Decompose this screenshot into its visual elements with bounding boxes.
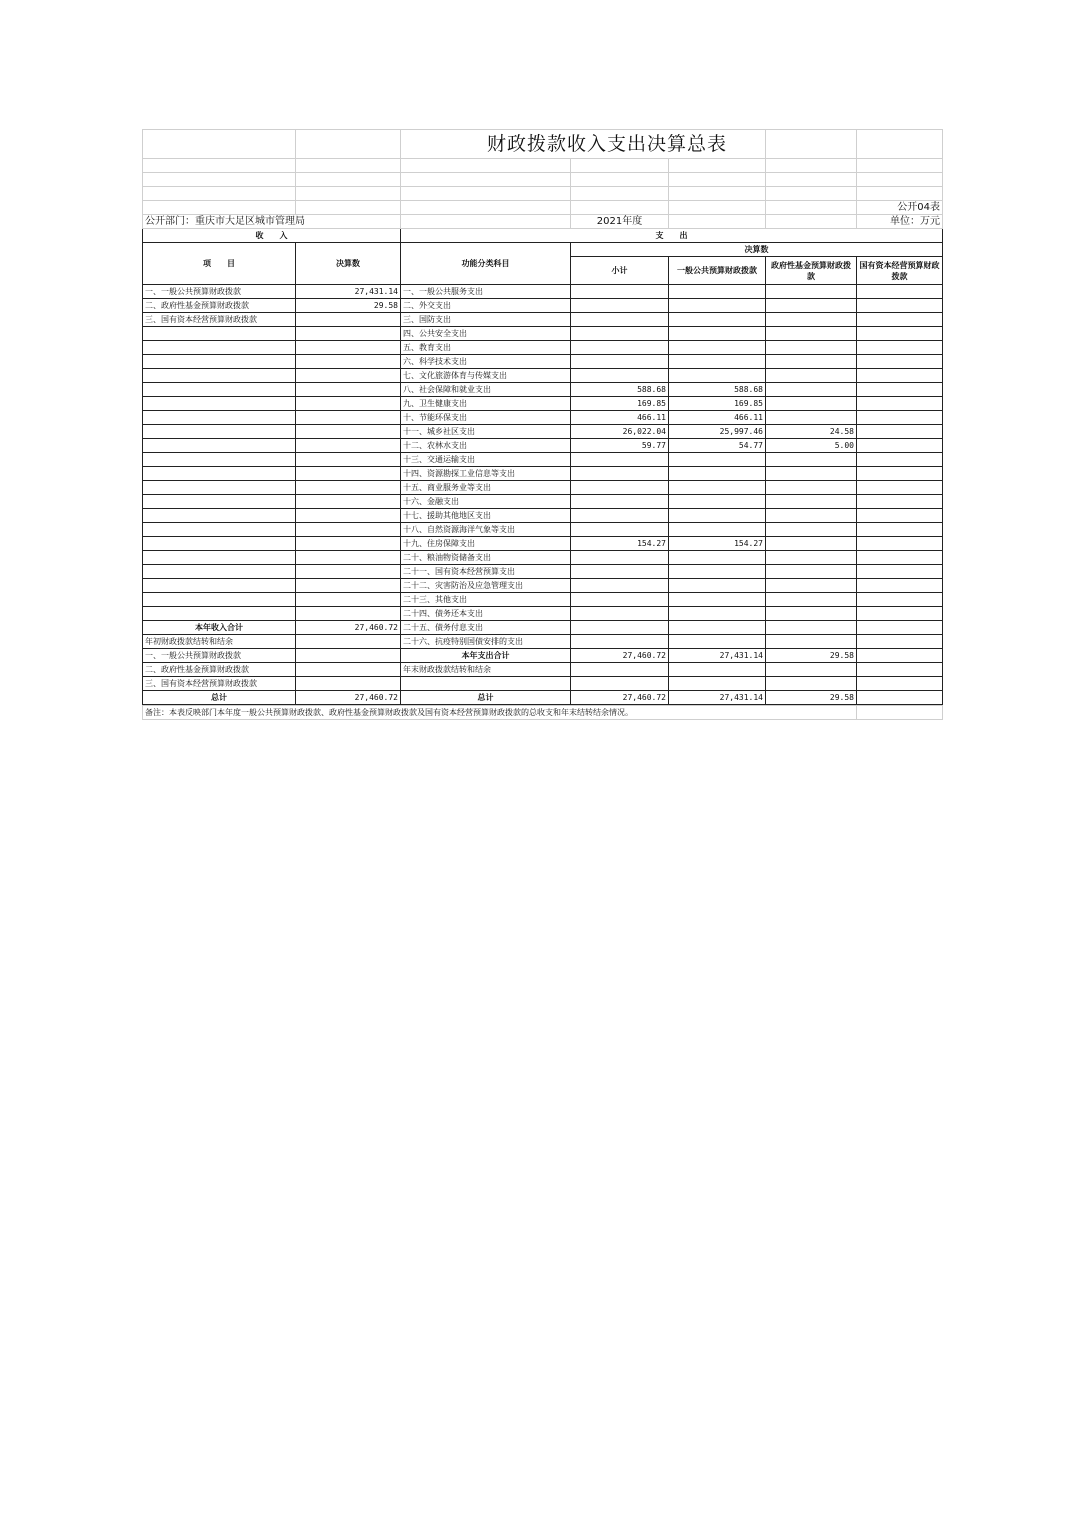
expense-fund-cell	[766, 327, 857, 341]
expense-subtotal-cell	[571, 341, 669, 355]
income-amount-cell	[296, 565, 401, 579]
income-item-cell: 二、政府性基金预算财政拨款	[143, 663, 296, 677]
form-code: 公开04表	[857, 201, 943, 215]
expense-function-cell: 本年支出合计	[401, 649, 571, 663]
department-label: 公开部门：重庆市大足区城市管理局	[143, 215, 401, 229]
expense-fund-cell	[766, 509, 857, 523]
expense-fund-cell	[766, 663, 857, 677]
expense-soe-cell	[857, 411, 943, 425]
table-row	[143, 663, 943, 677]
expense-fund-cell	[766, 299, 857, 313]
expense-subtotal-cell	[571, 495, 669, 509]
expense-soe-cell	[857, 621, 943, 635]
report-table	[142, 129, 943, 705]
expense-function-cell: 十、节能环保支出	[401, 411, 571, 425]
income-item-cell	[143, 523, 296, 537]
income-amount-cell	[296, 635, 401, 649]
expense-function-cell: 十九、住房保障支出	[401, 537, 571, 551]
income-amount-cell	[296, 453, 401, 467]
expense-soe-cell	[857, 537, 943, 551]
income-amount-cell: 27,460.72	[296, 691, 401, 705]
expense-general-cell	[669, 285, 766, 299]
expense-fund-cell	[766, 677, 857, 691]
soe-budget-header: 国有资本经营预算财政拨款	[857, 257, 943, 285]
income-amount-cell	[296, 509, 401, 523]
expense-general-cell	[669, 509, 766, 523]
expense-general-cell: 54.77	[669, 439, 766, 453]
expense-fund-cell	[766, 383, 857, 397]
expense-subtotal-cell	[571, 635, 669, 649]
final-amount-group-header: 决算数	[571, 243, 943, 257]
income-amount-cell	[296, 383, 401, 397]
fund-budget-header: 政府性基金预算财政拨款	[766, 257, 857, 285]
income-amount-cell: 27,460.72	[296, 621, 401, 635]
expense-subtotal-cell: 59.77	[571, 439, 669, 453]
table-row	[143, 355, 943, 369]
expense-soe-cell	[857, 313, 943, 327]
income-item-cell	[143, 565, 296, 579]
expense-subtotal-cell	[571, 663, 669, 677]
note-table	[142, 705, 943, 720]
expense-soe-cell	[857, 635, 943, 649]
table-row	[143, 397, 943, 411]
expense-subtotal-cell	[571, 327, 669, 341]
expense-function-cell: 二十四、债务还本支出	[401, 607, 571, 621]
expense-subtotal-cell	[571, 285, 669, 299]
income-item-cell	[143, 579, 296, 593]
income-item-cell: 三、国有资本经营预算财政拨款	[143, 313, 296, 327]
expense-function-cell: 十一、城乡社区支出	[401, 425, 571, 439]
expense-soe-cell	[857, 663, 943, 677]
table-row	[143, 677, 943, 691]
income-item-cell	[143, 327, 296, 341]
income-amount-cell	[296, 593, 401, 607]
expense-soe-cell	[857, 453, 943, 467]
expense-subtotal-cell: 466.11	[571, 411, 669, 425]
table-row	[143, 285, 943, 299]
expense-general-cell	[669, 579, 766, 593]
income-amount-cell: 27,431.14	[296, 285, 401, 299]
expense-fund-cell	[766, 341, 857, 355]
expense-function-cell: 八、社会保障和就业支出	[401, 383, 571, 397]
table-row	[143, 341, 943, 355]
expense-fund-cell: 29.58	[766, 649, 857, 663]
expense-soe-cell	[857, 327, 943, 341]
income-amount-cell	[296, 341, 401, 355]
expense-function-cell: 三、国防支出	[401, 313, 571, 327]
expense-subtotal-cell: 27,460.72	[571, 691, 669, 705]
expense-soe-cell	[857, 677, 943, 691]
expense-general-cell	[669, 593, 766, 607]
table-row	[143, 439, 943, 453]
expense-subtotal-cell	[571, 677, 669, 691]
table-row	[143, 579, 943, 593]
expense-soe-cell	[857, 285, 943, 299]
expense-soe-cell	[857, 495, 943, 509]
income-item-cell	[143, 481, 296, 495]
income-header: 收 入	[143, 229, 401, 243]
income-amount-cell	[296, 369, 401, 383]
income-item-cell: 年初财政拨款结转和结余	[143, 635, 296, 649]
income-amount-cell	[296, 327, 401, 341]
expense-fund-cell	[766, 621, 857, 635]
table-row	[143, 649, 943, 663]
expense-fund-cell	[766, 453, 857, 467]
expense-general-cell	[669, 481, 766, 495]
expense-fund-cell	[766, 495, 857, 509]
expense-soe-cell	[857, 397, 943, 411]
expense-general-cell	[669, 677, 766, 691]
expense-soe-cell	[857, 299, 943, 313]
expense-general-cell	[669, 607, 766, 621]
expense-soe-cell	[857, 341, 943, 355]
expense-soe-cell	[857, 425, 943, 439]
expense-subtotal-cell	[571, 621, 669, 635]
expense-soe-cell	[857, 481, 943, 495]
expense-soe-cell	[857, 691, 943, 705]
expense-general-cell	[669, 495, 766, 509]
table-row	[143, 411, 943, 425]
income-item-cell	[143, 453, 296, 467]
expense-general-cell: 25,997.46	[669, 425, 766, 439]
expense-general-cell: 466.11	[669, 411, 766, 425]
function-header: 功能分类科目	[401, 243, 571, 285]
expense-function-cell: 十四、资源勘探工业信息等支出	[401, 467, 571, 481]
expense-fund-cell	[766, 593, 857, 607]
table-row	[143, 509, 943, 523]
expense-subtotal-cell	[571, 355, 669, 369]
expense-function-cell: 六、科学技术支出	[401, 355, 571, 369]
table-row	[143, 565, 943, 579]
income-item-cell	[143, 607, 296, 621]
expense-subtotal-cell: 26,022.04	[571, 425, 669, 439]
income-item-cell	[143, 369, 296, 383]
table-row	[143, 481, 943, 495]
income-item-cell	[143, 425, 296, 439]
expense-soe-cell	[857, 439, 943, 453]
expense-soe-cell	[857, 355, 943, 369]
expense-general-cell	[669, 327, 766, 341]
expense-fund-cell: 5.00	[766, 439, 857, 453]
expense-general-cell	[669, 369, 766, 383]
expense-subtotal-cell: 588.68	[571, 383, 669, 397]
expense-function-cell: 二十一、国有资本经营预算支出	[401, 565, 571, 579]
income-item-cell	[143, 537, 296, 551]
table-row	[143, 425, 943, 439]
table-row	[143, 537, 943, 551]
expense-general-cell	[669, 523, 766, 537]
income-item-cell: 本年收入合计	[143, 621, 296, 635]
expense-subtotal-cell	[571, 551, 669, 565]
expense-function-cell: 一、一般公共服务支出	[401, 285, 571, 299]
income-amount-cell	[296, 677, 401, 691]
table-row	[143, 551, 943, 565]
expense-subtotal-cell	[571, 579, 669, 593]
income-item-cell: 一、一般公共预算财政拨款	[143, 649, 296, 663]
general-budget-header: 一般公共预算财政拨款	[669, 257, 766, 285]
expense-fund-cell	[766, 369, 857, 383]
expense-function-cell: 二十二、灾害防治及应急管理支出	[401, 579, 571, 593]
expense-fund-cell: 24.58	[766, 425, 857, 439]
expense-function-cell: 二、外交支出	[401, 299, 571, 313]
income-amount-cell	[296, 523, 401, 537]
expense-function-cell: 二十三、其他支出	[401, 593, 571, 607]
expense-general-cell	[669, 313, 766, 327]
income-amount-cell	[296, 355, 401, 369]
expense-subtotal-cell: 169.85	[571, 397, 669, 411]
income-item-cell	[143, 411, 296, 425]
expense-soe-cell	[857, 383, 943, 397]
income-item-cell: 一、一般公共预算财政拨款	[143, 285, 296, 299]
expense-fund-cell	[766, 537, 857, 551]
table-row	[143, 607, 943, 621]
expense-general-cell: 27,431.14	[669, 649, 766, 663]
expense-function-cell: 十二、农林水支出	[401, 439, 571, 453]
income-amount-cell	[296, 607, 401, 621]
expense-fund-cell	[766, 355, 857, 369]
table-row	[143, 383, 943, 397]
expense-fund-cell	[766, 565, 857, 579]
income-item-cell	[143, 593, 296, 607]
income-item-cell: 三、国有资本经营预算财政拨款	[143, 677, 296, 691]
expense-function-cell: 十八、自然资源海洋气象等支出	[401, 523, 571, 537]
item-header: 项 目	[143, 243, 296, 285]
expense-fund-cell: 29.58	[766, 691, 857, 705]
expense-general-cell	[669, 341, 766, 355]
expense-function-cell: 二十五、债务付息支出	[401, 621, 571, 635]
table-row	[143, 635, 943, 649]
expense-subtotal-cell	[571, 523, 669, 537]
expense-soe-cell	[857, 607, 943, 621]
subtotal-header: 小计	[571, 257, 669, 285]
expense-fund-cell	[766, 397, 857, 411]
expense-fund-cell	[766, 411, 857, 425]
expense-general-cell: 169.85	[669, 397, 766, 411]
expense-subtotal-cell	[571, 607, 669, 621]
table-row	[143, 327, 943, 341]
income-amount-cell	[296, 481, 401, 495]
income-amount-cell	[296, 649, 401, 663]
income-item-cell	[143, 341, 296, 355]
expense-soe-cell	[857, 467, 943, 481]
expense-function-cell: 十五、商业服务业等支出	[401, 481, 571, 495]
income-item-cell: 二、政府性基金预算财政拨款	[143, 299, 296, 313]
expense-function-cell: 总计	[401, 691, 571, 705]
income-item-cell	[143, 509, 296, 523]
income-item-cell	[143, 439, 296, 453]
expense-subtotal-cell	[571, 299, 669, 313]
expense-general-cell	[669, 663, 766, 677]
income-item-cell	[143, 397, 296, 411]
income-amount-cell	[296, 467, 401, 481]
table-row	[143, 453, 943, 467]
expense-subtotal-cell	[571, 481, 669, 495]
expense-function-cell: 四、公共安全支出	[401, 327, 571, 341]
income-amount-cell	[296, 425, 401, 439]
table-row	[143, 369, 943, 383]
income-item-cell	[143, 355, 296, 369]
income-item-cell	[143, 551, 296, 565]
expense-general-cell	[669, 565, 766, 579]
expense-subtotal-cell: 154.27	[571, 537, 669, 551]
income-amount-cell: 29.58	[296, 299, 401, 313]
expense-fund-cell	[766, 467, 857, 481]
expense-general-cell	[669, 467, 766, 481]
income-amount-cell	[296, 397, 401, 411]
expense-general-cell	[669, 621, 766, 635]
expense-general-cell	[669, 551, 766, 565]
expense-function-cell: 九、卫生健康支出	[401, 397, 571, 411]
expense-fund-cell	[766, 313, 857, 327]
expense-soe-cell	[857, 523, 943, 537]
expense-function-cell: 十六、金融支出	[401, 495, 571, 509]
table-row	[143, 313, 943, 327]
income-item-cell	[143, 467, 296, 481]
expense-soe-cell	[857, 551, 943, 565]
expense-soe-cell	[857, 509, 943, 523]
income-item-cell: 总计	[143, 691, 296, 705]
table-row	[143, 593, 943, 607]
table-row	[143, 299, 943, 313]
income-item-cell	[143, 383, 296, 397]
income-amount-cell	[296, 439, 401, 453]
income-amount-cell	[296, 411, 401, 425]
expense-subtotal-cell	[571, 467, 669, 481]
expense-function-cell: 二十、粮油物资储备支出	[401, 551, 571, 565]
expense-general-cell	[669, 635, 766, 649]
expense-subtotal-cell	[571, 565, 669, 579]
table-row	[143, 495, 943, 509]
expense-fund-cell	[766, 285, 857, 299]
expense-subtotal-cell	[571, 593, 669, 607]
expense-fund-cell	[766, 579, 857, 593]
table-row	[143, 467, 943, 481]
expense-soe-cell	[857, 565, 943, 579]
table-row	[143, 691, 943, 705]
expense-subtotal-cell	[571, 453, 669, 467]
amount-header: 决算数	[296, 243, 401, 285]
table-row	[143, 523, 943, 537]
expense-general-cell: 154.27	[669, 537, 766, 551]
unit-label: 单位：万元	[857, 215, 943, 229]
income-amount-cell	[296, 313, 401, 327]
expense-soe-cell	[857, 369, 943, 383]
fiscal-year: 2021年度	[571, 215, 669, 229]
expense-soe-cell	[857, 579, 943, 593]
expense-function-cell	[401, 677, 571, 691]
expense-fund-cell	[766, 551, 857, 565]
footnote: 备注：本表反映部门本年度一般公共预算财政拨款、政府性基金预算财政拨款及国有资本经营预算财政拨款的总收支和年末结转结余情况。	[143, 706, 857, 720]
income-amount-cell	[296, 537, 401, 551]
expense-general-cell	[669, 299, 766, 313]
expense-general-cell	[669, 453, 766, 467]
expense-soe-cell	[857, 593, 943, 607]
income-amount-cell	[296, 579, 401, 593]
income-amount-cell	[296, 551, 401, 565]
table-row	[143, 621, 943, 635]
page-title: 财政拨款收入支出决算总表	[401, 130, 766, 159]
expense-fund-cell	[766, 523, 857, 537]
income-amount-cell	[296, 495, 401, 509]
income-amount-cell	[296, 663, 401, 677]
expense-function-cell: 二十六、抗疫特别国债安排的支出	[401, 635, 571, 649]
expense-function-cell: 七、文化旅游体育与传媒支出	[401, 369, 571, 383]
expense-function-cell: 年末财政拨款结转和结余	[401, 663, 571, 677]
expense-function-cell: 五、教育支出	[401, 341, 571, 355]
expense-fund-cell	[766, 635, 857, 649]
expense-general-cell: 27,431.14	[669, 691, 766, 705]
expense-function-cell: 十七、援助其他地区支出	[401, 509, 571, 523]
expense-general-cell: 588.68	[669, 383, 766, 397]
expense-fund-cell	[766, 607, 857, 621]
expense-function-cell: 十三、交通运输支出	[401, 453, 571, 467]
expense-subtotal-cell	[571, 509, 669, 523]
income-item-cell	[143, 495, 296, 509]
expense-subtotal-cell	[571, 313, 669, 327]
expense-soe-cell	[857, 649, 943, 663]
expense-general-cell	[669, 355, 766, 369]
financial-report-sheet	[142, 129, 942, 720]
expense-subtotal-cell	[571, 369, 669, 383]
expense-subtotal-cell: 27,460.72	[571, 649, 669, 663]
expense-fund-cell	[766, 481, 857, 495]
expense-header: 支 出	[401, 229, 943, 243]
